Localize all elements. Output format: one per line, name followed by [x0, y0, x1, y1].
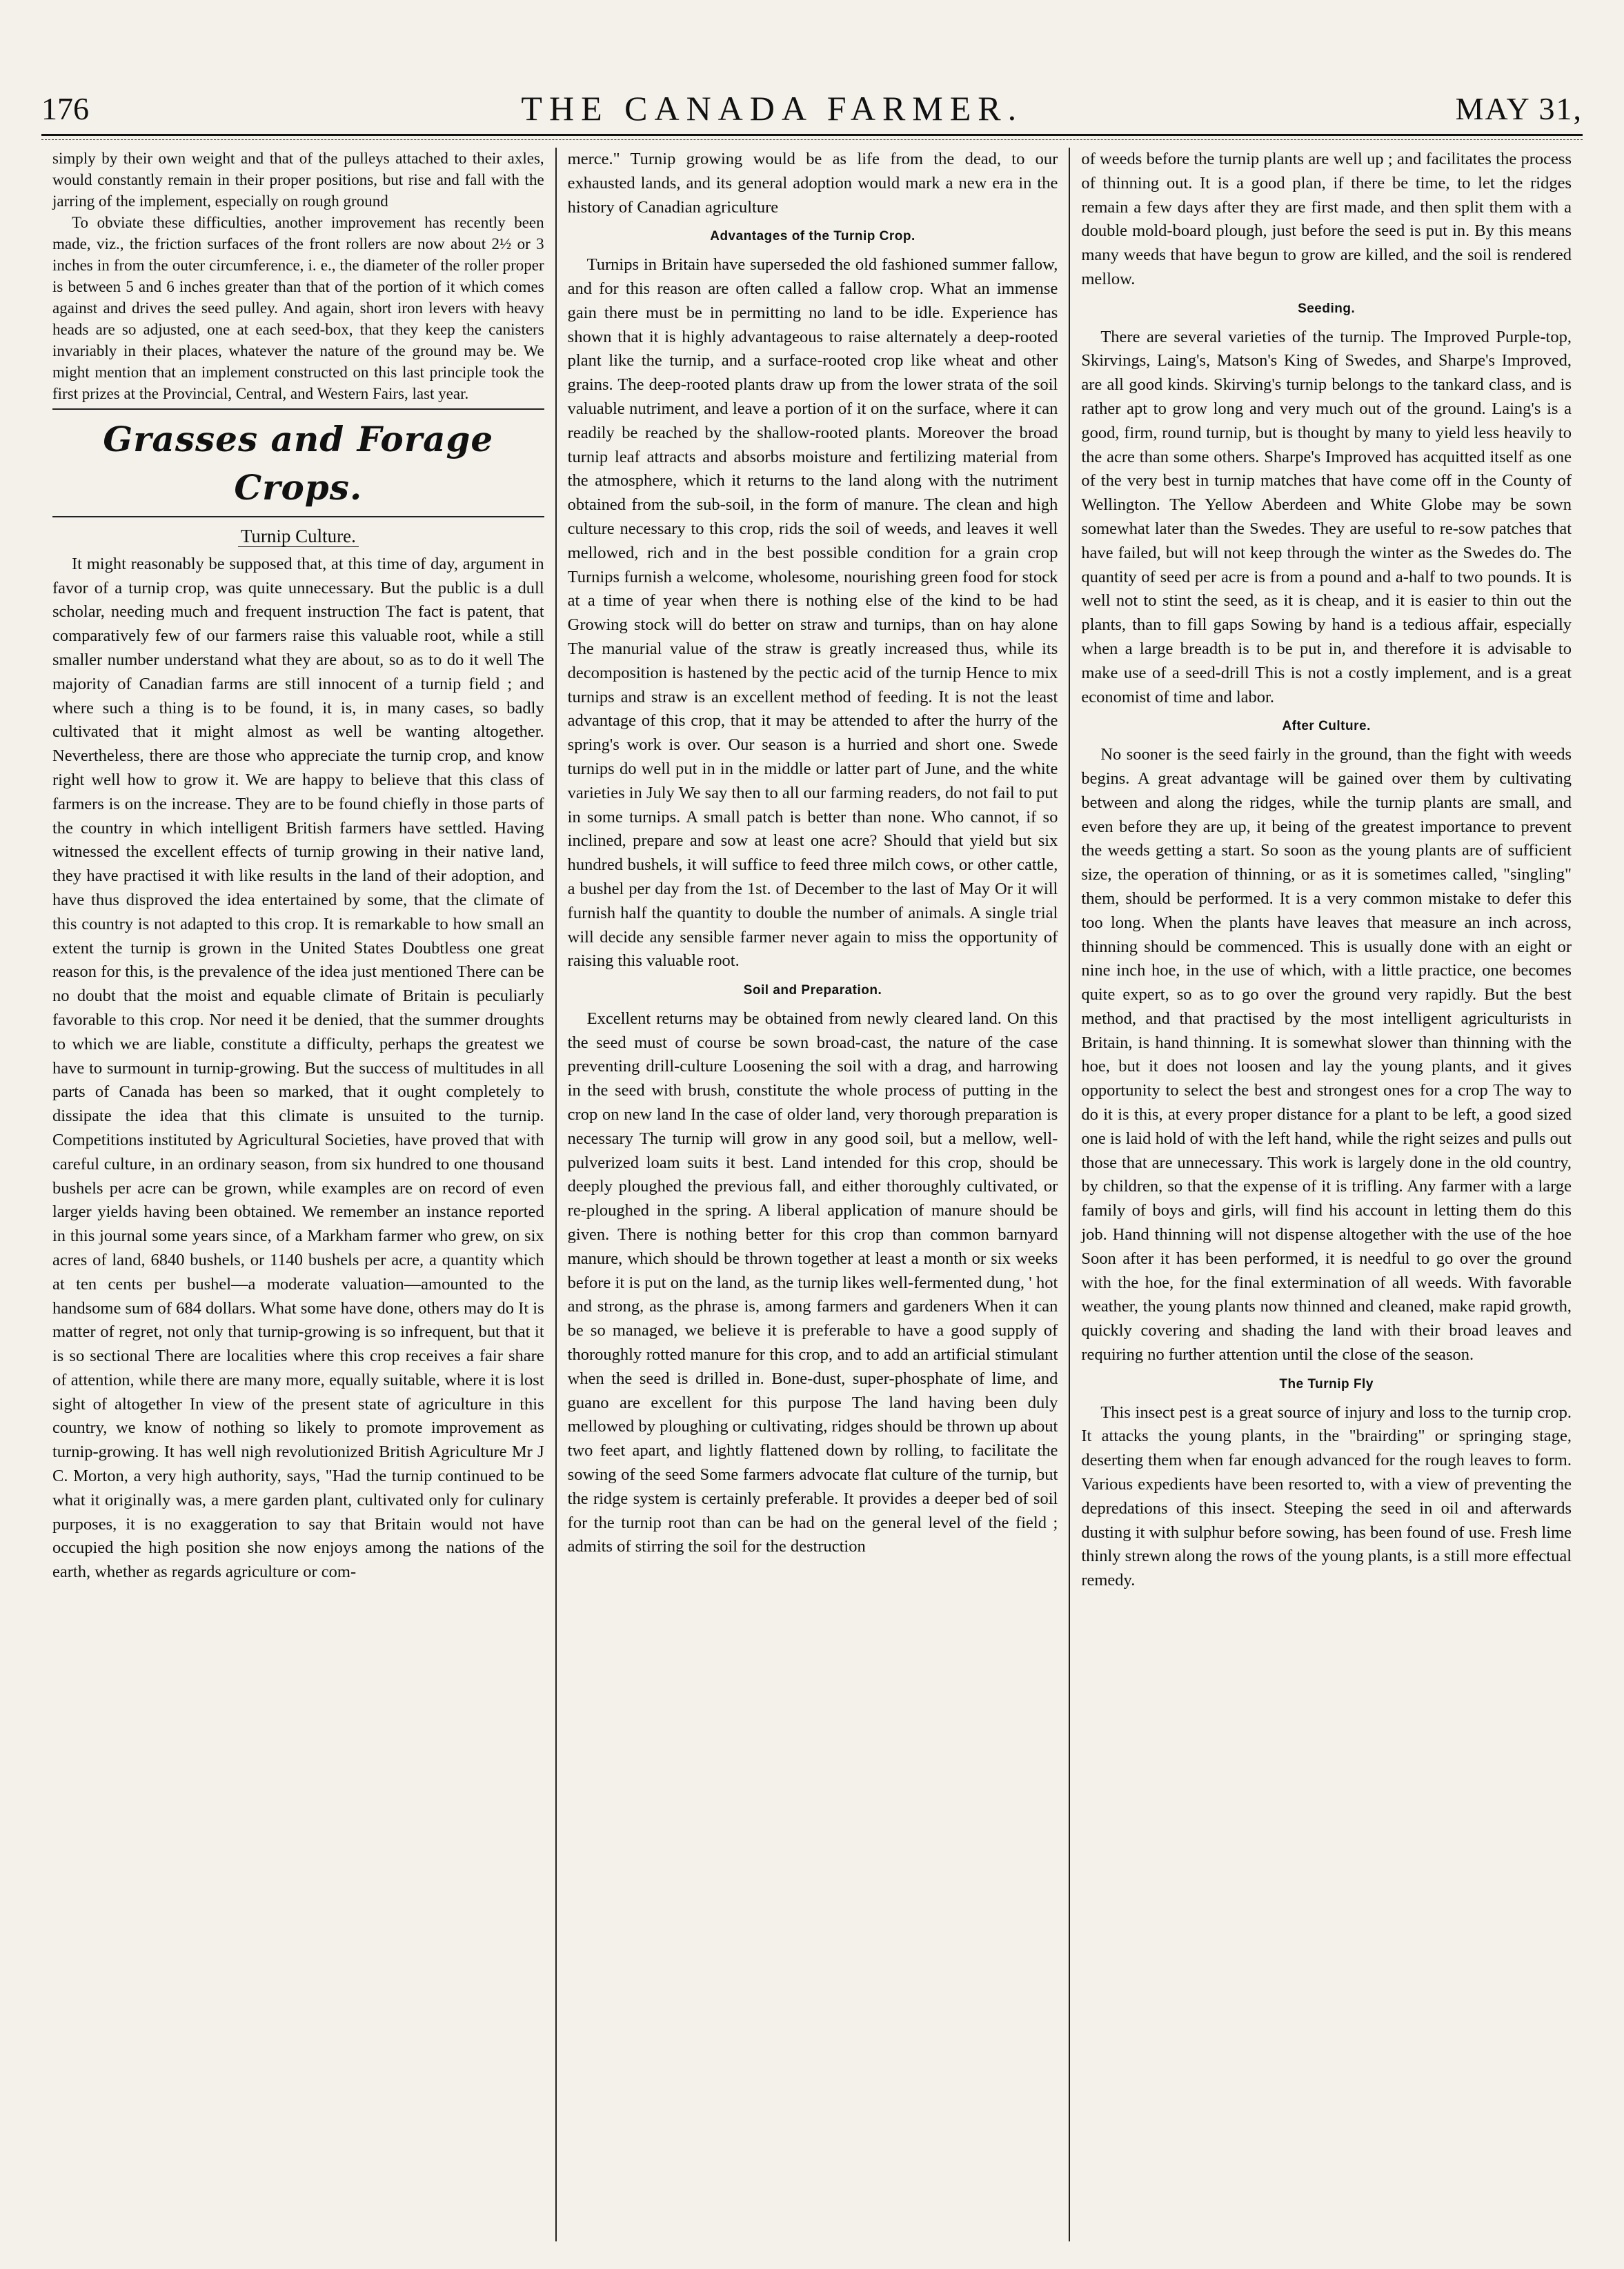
paragraph: of weeds before the turnip plants are well up ; and facilitates the process of thinning out. It is a good plan, if there be time, to let the ridges remain a few days after they are first made, and then split them with a double mold-board plough, just before the seed is put in. By this means many weeds that have begun to grow are killed, and the soil is rendered mellow. [1081, 150, 1572, 288]
paragraph: To obviate these difficulties, another improvement has recently been made, viz., the friction surfaces of the front rollers are now about 2½ or 3 inches in from the outer circumference, i. e., the diameter of the roller proper is between 5 and 6 inches greater than that of the portion of it which comes against and drives the seed pulley. And again, short iron levers with heavy heads are so adjusted, one at each seed-box, that they keep the canisters invariably in their places, whatever the nature of the ground may be. We might mention that an implement constructed on this last principle took the first prizes at the Provincial, Central, and Western Fairs, last year. [52, 214, 544, 402]
continued-article [52, 148, 544, 404]
article-title-text: Turnip Culture. [238, 526, 359, 547]
paragraph: It might reasonably be supposed that, at this time of day, argument in favor of a turnip crop, was quite unnecessary. But the public is a dull scholar, needing much and frequent instruction The fact is patent, that comparatively few of our farmers raise this valuable root, while a still smaller number understand what they are about, so as to do it well The majority of Canadian farms are still innocent of a turnip field ; and where such a thing is to be found, it is, in many cases, so badly cultivated that it might almost as well be wanting altogether. Nevertheless, there are those who appreciate the turnip crop, and know right well how to grow it. We are happy to believe that this class of farmers is on the increase. They are to be found chiefly in those parts of the country in which intelligent British farmers have settled. Having witnessed the excellent effects of turnip growing in their native land, they have practised it with like results in the land of their adoption, and have thus disproved the idea entertained by some, that the climate of this country is not adapted to this crop. It is remarkable to how small an extent the turnip is grown in the United States Doubtless one great reason for this, is the prevalence of the idea just mentioned There can be no doubt that the moist and equable climate of Britain is peculiarly favorable to this crop. Nor need it be denied, that the summer droughts to which we are liable, constitute a difficulty, perhaps the greatest we have to surmount in turnip-growing. But the success of multitudes in all parts of Canada has been so marked, that it ought completely to dissipate the idea that this climate is unsuited to the turnip. Competitions instituted by Agricultural Societies, have proved that with careful culture, in an ordinary season, from six hundred to one thousand bushels per acre can be grown, while examples are on record of even larger yields having been obtained. We remember an instance reported in this journal some years since, of a Markham farmer who grew, on six acres of land, 6840 bushels, or 1140 bushels per acre, a quantity which at ten cents per bushel—a moderate valuation—amounted to the handsome sum of 684 dollars. What some have done, others may do It is matter of regret, not only that turnip-growing is so infrequent, but that it is so sectional There are localities where this crop receives a fair share of attention, while there are many more, equally suitable, where it is lost sight of altogether In view of the present state of agriculture in this country, we know of nothing so likely to promote improvement as turnip-growing. It has well nigh revolutionized British Agriculture Mr J C. Morton, a very high authority, says, "Had the turnip continued to be what it originally was, a mere garden plant, cultivated only for culinary purposes, it is no exaggeration to say that Britain would not have occupied the high position she now enjoys among the nations of the earth, whether as regards agriculture or com- [52, 554, 544, 1582]
paragraph: There are several varieties of the turnip. The Improved Purple-top, Skirvings, Laing's, Matson's King of Swedes, and Sharpe's Improved, are all good kinds. Skirving's turnip belongs to the tankard class, and is rather apt to grow long and very much out of the ground. Laing's is a good, firm, round turnip, but is thought by many to yield less heavily to the acre than some others. Sharpe's Improved has acquitted itself as one of the very best in turnip matches that have come off in the County of Wellington. The Yellow Aberdeen and White Globe may be sown somewhat later than the Swedes. They are useful to re-sow patches that have failed, but will not keep through the winter as the Swedes do. The quantity of seed per acre is from a pound and a-half to two pounds. It is well not to stint the seed, as it is cheap, and it is easier to thin out the plants, than to fill gaps Sowing by hand is a tedious affair, especially when a large breadth is to be put in, and therefore it is advisable to make use of a seed-drill This is not a costly implement, and is a great economist of time and labor. [1081, 327, 1572, 706]
paragraph: Excellent returns may be obtained from newly cleared land. On this the seed must of course be sown broad-cast, the nature of the case preventing drill-culture Loosening the soil with a drag, and harrowing in the seed with brush, constitute the whole process of putting in the crop on new land In the case of older land, very thorough preparation is necessary The turnip will grow in any good soil, but a mellow, well-pulverized loam suits it best. Land intended for this crop, should be deeply ploughed the previous fall, and either thoroughly cultivated, or re-ploughed in the spring. A liberal application of manure should be given. There is nothing better for this crop than common barnyard manure, which should be thrown together at least a month or six weeks before it is put on the land, as the turnip likes well-fermented dung, ' hot and strong, as the phrase is, among farmers and gardeners When it can be so managed, we believe it is preferable to have a good supply of thoroughly rotted manure for this crop, and to add an artificial stimulant when the seed is drilled in. Bone-dust, super-phosphate of lime, and guano are excellent for this purpose The land having been duly mellowed by ploughing or cultivating, ridges should be thrown up about two feet apart, and lightly flattened down by rolling, to facilitate the sowing of the seed Some farmers advocate flat culture of the turnip, but the ridge system is certainly preferable. It provides a deeper bed of soil for the turnip root than can be had on the general level of the field ; admits of stirring the soil for the destruction [567, 1009, 1058, 1556]
page-number: 176 [41, 90, 89, 126]
article-columns [41, 148, 1583, 2241]
subheading: After Culture. [1282, 719, 1371, 734]
section-rule [52, 408, 544, 410]
column-3 [1069, 148, 1583, 2241]
issue-date: MAY 31, [1455, 90, 1583, 126]
header-dashed-rule [41, 139, 1583, 140]
paragraph: No sooner is the seed fairly in the ground, than the fight with weeds begins. A great advantage will be gained over them by cultivating between and along the ridges, while the turnip plants are small, and even before they are up, it being of the greatest importance to prevent the weeds getting a start. So soon as the young plants are of sufficient size, the operation of thinning, or as it is sometimes called, "singling" them, should be performed. It is a very common mistake to defer this too long. When the plants have leaves that measure an inch across, thinning should be commenced. This is usually done with an eight or nine inch hoe, in the use of which, with a little practice, one becomes quite expert, so as to go over the ground very rapidly. But the best method, and that practised by the most intelligent agriculturists in Britain, is hand thinning. It is somewhat slower than thinning with the hoe, but it does not loosen and lay the young plants, and it gives opportunity to select the best and strongest ones for a crop The way to do it is this, at every proper distance for a plant to be left, a good sized one is laid hold of with the left hand, while the right seizes and pulls out those that are unnecessary. This work is largely done in the old country, by children, so that the expense of it is trifling. Any farmer with a large family of boys and girls, will find his account in letting them do this job. Hand thinning will not dispense altogether with the use of the hoe Soon after it has been performed, it is needful to go over the ground with the hoe, for the final extermination of all weeds. With favorable weather, the young plants now thinned and cleaned, make rapid growth, quickly covering and shading the land with their broad leaves and requiring no further attention until the close of the season. [1081, 745, 1572, 1365]
subheading: Advantages of the Turnip Crop. [710, 229, 915, 244]
paragraph: simply by their own weight and that of the pulleys attached to their axles, would constantly remain in their proper positions, but rise and fall with the jarring of the implement, especially on rough ground [52, 150, 544, 210]
column-1 [41, 148, 555, 2241]
section-rule [52, 516, 544, 517]
subheading: Seeding. [1298, 301, 1356, 316]
paragraph: Turnips in Britain have superseded the old fashioned summer fallow, and for this reason are often called a fallow crop. What an immense gain there must be in permitting no land to be idle. Experience has shown that it is highly advantageous to raise alternately a deep-rooted plant like the turnip, and a surface-rooted crop like wheat and other grains. The deep-rooted plants draw up from the lower strata of the soil valuable nutriment, and leave a portion of it on the surface, where it can readily be reached by the shallow-rooted plants. Moreover the broad turnip leaf attracts and absorbs moisture and fertilizing material from the atmosphere, which it returns to the land along with the nutriment obtained from the sub-soil, in the form of manure. The clean and high culture necessary to this crop, rids the soil of weeds, and leaves it well mellowed, rich and in the best possible condition for a grain crop Turnips furnish a welcome, wholesome, nourishing green food for stock at a time of year when there is nothing else of the kind to be had Growing stock will do better on straw and turnips, than on hay alone The manurial value of the straw is greatly increased thus, while its decomposition is hastened by the pectic acid of the turnip Hence to mix turnips and straw is an excellent method of feeding. It is not the least advantage of this crop, that it may be attended to after the hurry of the spring's work is over. Our season is a hurried and short one. Swede turnips do well put in in the middle or latter part of June, and the white varieties in July We say then to all our farming readers, do not fail to put in some turnips. A small patch is better than none. Who cannot, if so inclined, prepare and sow at least one acre? Should that yield but six hundred bushels, it will suffice to feed three milch cows, or other cattle, a bushel per day from the 1st. of December to the last of May Or it will furnish half the quantity to double the number of animals. A single trial will decide any sensible farmer never again to miss the opportunity of raising this valuable root. [567, 255, 1058, 971]
paragraph: merce." Turnip growing would be as life from the dead, to our exhausted lands, and its general adoption would mark a new era in the history of Canadian agriculture [567, 150, 1058, 217]
subheading: The Turnip Fly [1279, 1376, 1374, 1391]
section-heading: Grasses and Forage Crops. [103, 419, 494, 508]
header-rule [41, 134, 1583, 136]
column-2 [555, 148, 1069, 2241]
subheading: Soil and Preparation. [743, 983, 882, 998]
article-title [52, 524, 544, 548]
page-header [41, 84, 1583, 132]
paragraph: This insect pest is a great source of injury and loss to the turnip crop. It attacks the young plants, in the "brairding" or springing stage, deserting them when far enough advanced for the rough leaves to form. Various expedients have been resorted to, with a view of preventing the depredations of this insect. Steeping the seed in oil and afterwards dusting it with sulphur before sowing, has been found of use. Fresh lime thinly strewn along the rows of the young plants, is a still more effectual remedy. [1081, 1403, 1572, 1590]
newspaper-title: THE CANADA FARMER. [521, 89, 1024, 128]
